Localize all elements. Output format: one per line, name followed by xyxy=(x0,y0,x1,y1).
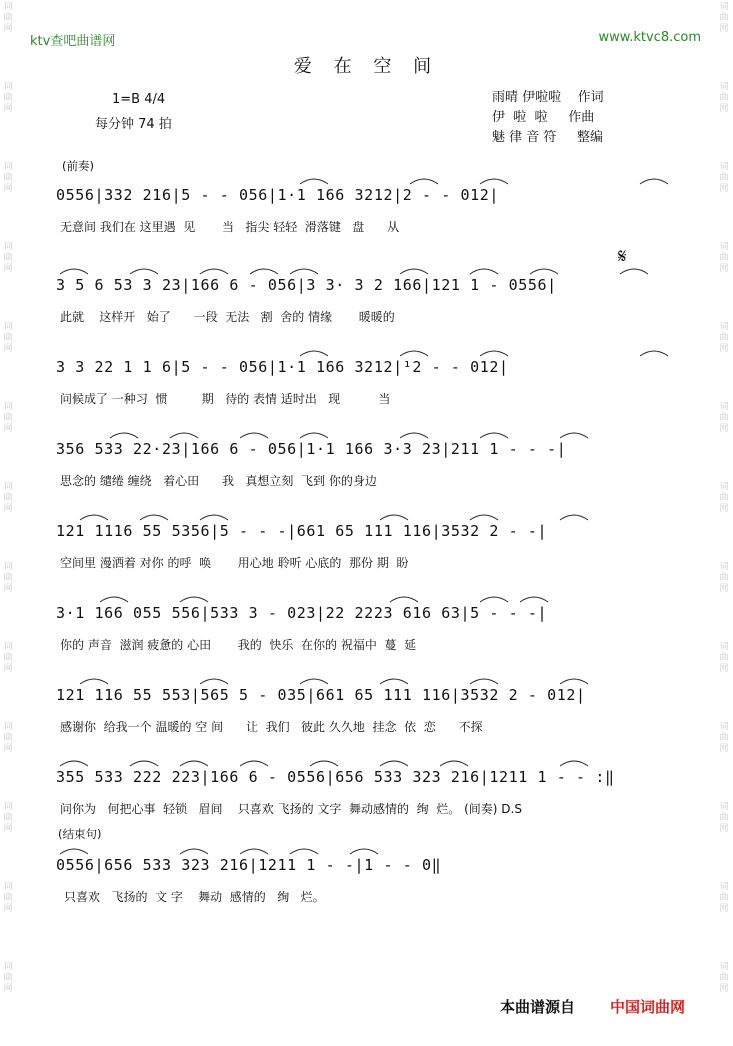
slur-mark xyxy=(520,597,548,602)
slur-mark xyxy=(560,433,588,438)
slur-mark xyxy=(470,679,498,684)
slur-mark xyxy=(200,515,228,520)
slur-mark xyxy=(110,433,138,438)
slur-mark xyxy=(380,679,408,684)
watermark-text: 词曲网 xyxy=(3,242,13,274)
slur-mark xyxy=(400,433,428,438)
lyric-line: 只喜欢 飞扬的 文 字 舞动 感情的 绚 烂。 xyxy=(64,890,325,904)
watermark-text: 词曲网 xyxy=(3,962,13,994)
watermark-text: 词曲网 xyxy=(719,322,729,354)
lyric-line: 空间里 漫洒着 对你 的呼 唤 用心地 聆听 心底的 那份 期 盼 xyxy=(60,556,409,570)
notation-line: 3 3 22 1 1 6|5 - - 056|1·1 166 3212|¹2 - - 012| xyxy=(56,358,509,376)
slur-mark xyxy=(530,269,558,274)
slur-mark xyxy=(60,849,88,854)
slur-mark xyxy=(240,433,268,438)
credit-composer: 伊 啦 啦 作曲 xyxy=(492,110,595,125)
slur-mark xyxy=(410,179,438,184)
footer-source-label: 本曲谱源自 xyxy=(500,998,576,1016)
watermark-text: 词曲网 xyxy=(719,162,729,194)
notation-line: 0556|656 533 323 216|1211 1 - -|1 - - 0‖ xyxy=(56,856,442,874)
slur-mark xyxy=(100,597,128,602)
slur-mark xyxy=(470,269,498,274)
slur-mark xyxy=(470,515,498,520)
site-url-right: www.ktvc8.com xyxy=(598,30,701,45)
notation-line: 356 533 22·23|166 6 - 056|1·1 166 3·3 23|211 1 - - -| xyxy=(56,440,567,458)
watermark-text: 词曲网 xyxy=(719,802,729,834)
site-logo-left: ktv查吧曲谱网 xyxy=(30,34,116,49)
slur-mark xyxy=(640,351,668,356)
slur-mark xyxy=(380,761,408,766)
lyric-line: 无意间 我们在 这里遇 见 当 指尖 轻轻 滑落键 盘 从 xyxy=(60,220,400,234)
lyric-line: 思念的 缱绻 缠绕 着心田 我 真想立刻 飞到 你的身边 xyxy=(60,474,377,488)
watermark-text: 词曲网 xyxy=(3,2,13,34)
watermark-text: 词曲网 xyxy=(3,82,13,114)
slur-mark xyxy=(480,433,508,438)
credit-arranger: 魅 律 音 符 整编 xyxy=(492,130,604,145)
watermark-text: 词曲网 xyxy=(719,962,729,994)
slur-mark xyxy=(480,179,508,184)
slur-mark xyxy=(380,515,408,520)
footer-source-site: 中国词曲网 xyxy=(610,998,686,1016)
slur-mark xyxy=(620,269,648,274)
slur-mark xyxy=(560,761,588,766)
notation-line: 121 116 55 553|565 5 - 035|661 65 111 116|3532 2 - 012| xyxy=(56,686,586,704)
watermark-text: 词曲网 xyxy=(3,562,13,594)
lyric-line: 此就 这样开 始了 一段 无法 割 舍的 情缘 暖暖的 xyxy=(60,310,395,324)
slur-mark xyxy=(480,597,508,602)
prelude-label: (前奏) xyxy=(62,159,94,173)
notation-line: 3 5 6 53 3 23|166 6 - 056|3 3· 3 2 166|121 1 - 0556| xyxy=(56,276,557,294)
slur-mark xyxy=(300,351,328,356)
slur-mark xyxy=(290,269,318,274)
slur-mark xyxy=(130,761,158,766)
slur-mark xyxy=(200,679,228,684)
notation-line: 121 1116 55 5356|5 - - -|661 65 111 116|3532 2 - -| xyxy=(56,522,548,540)
slur-mark xyxy=(310,761,338,766)
slur-mark xyxy=(140,515,168,520)
slur-mark xyxy=(250,269,278,274)
watermark-text: 词曲网 xyxy=(3,162,13,194)
slur-mark xyxy=(560,515,588,520)
watermark-text: 词曲网 xyxy=(3,402,13,434)
slur-mark xyxy=(350,849,378,854)
watermark-text: 词曲网 xyxy=(3,642,13,674)
slur-mark xyxy=(560,679,588,684)
slur-mark xyxy=(130,269,158,274)
notation-line: 3·1 166 055 556|533 3 - 023|22 2223 616 63|5 - - -| xyxy=(56,604,548,622)
watermark-text: 词曲网 xyxy=(719,242,729,274)
watermark-text: 词曲网 xyxy=(3,482,13,514)
slur-mark xyxy=(80,515,108,520)
watermark-text: 词曲网 xyxy=(719,562,729,594)
watermark-text: 词曲网 xyxy=(3,882,13,914)
slur-mark xyxy=(170,433,198,438)
watermark-text: 词曲网 xyxy=(719,402,729,434)
slur-mark xyxy=(640,179,668,184)
tempo-marking: 每分钟 74 拍 xyxy=(95,117,172,132)
lyric-line: 感谢你 给我一个 温暖的 空 间 让 我们 彼此 久久地 挂念 依 恋 不探 xyxy=(60,720,483,734)
slur-mark xyxy=(440,761,468,766)
watermark-text: 词曲网 xyxy=(3,802,13,834)
slur-mark xyxy=(300,433,328,438)
notation-line: 0556|332 216|5 - - 056|1·1 166 3212|2 - - 012| xyxy=(56,186,500,204)
ending-label: (结束句) xyxy=(58,827,102,841)
key-signature: 1=B 4/4 xyxy=(112,92,166,107)
credit-lyricist: 雨晴 伊啦啦 作词 xyxy=(492,90,604,105)
watermark-text: 词曲网 xyxy=(719,482,729,514)
slur-mark xyxy=(60,269,88,274)
slur-mark xyxy=(180,761,208,766)
slur-mark xyxy=(180,849,208,854)
slur-mark xyxy=(400,269,428,274)
notation-line: 355 533 222 223|166 6 - 0556|656 533 323 216|1211 1 - - :‖ xyxy=(56,768,615,786)
watermark-text: 词曲网 xyxy=(719,642,729,674)
lyric-line: 问你为 何把心事 轻锁 眉间 只喜欢 飞扬的 文字 舞动感情的 绚 烂。 (间奏) D.S xyxy=(60,802,522,816)
lyric-line: 问候成了 一种习 惯 期 待的 表情 适时出 现 当 xyxy=(60,392,391,406)
watermark-text: 词曲网 xyxy=(3,722,13,754)
watermark-text: 词曲网 xyxy=(3,322,13,354)
slur-mark xyxy=(480,351,508,356)
slur-mark xyxy=(180,597,208,602)
lyric-line: 你的 声音 滋润 疲惫的 心田 我的 快乐 在你的 祝福中 蔓 延 xyxy=(60,638,417,652)
slur-mark xyxy=(200,269,228,274)
watermark-text: 词曲网 xyxy=(719,882,729,914)
slur-mark xyxy=(390,597,418,602)
watermark-text: 词曲网 xyxy=(719,722,729,754)
watermark-text: 词曲网 xyxy=(719,2,729,34)
slur-mark xyxy=(60,761,88,766)
slur-mark xyxy=(240,849,268,854)
slur-mark xyxy=(300,679,328,684)
slur-mark xyxy=(290,849,318,854)
slur-mark xyxy=(400,351,428,356)
segno-sign: 𝄋 xyxy=(618,244,627,268)
slur-mark xyxy=(80,679,108,684)
song-title: 爱 在 空 间 xyxy=(293,56,440,77)
slur-mark xyxy=(240,761,268,766)
watermark-text: 词曲网 xyxy=(719,82,729,114)
slur-mark xyxy=(300,179,328,184)
